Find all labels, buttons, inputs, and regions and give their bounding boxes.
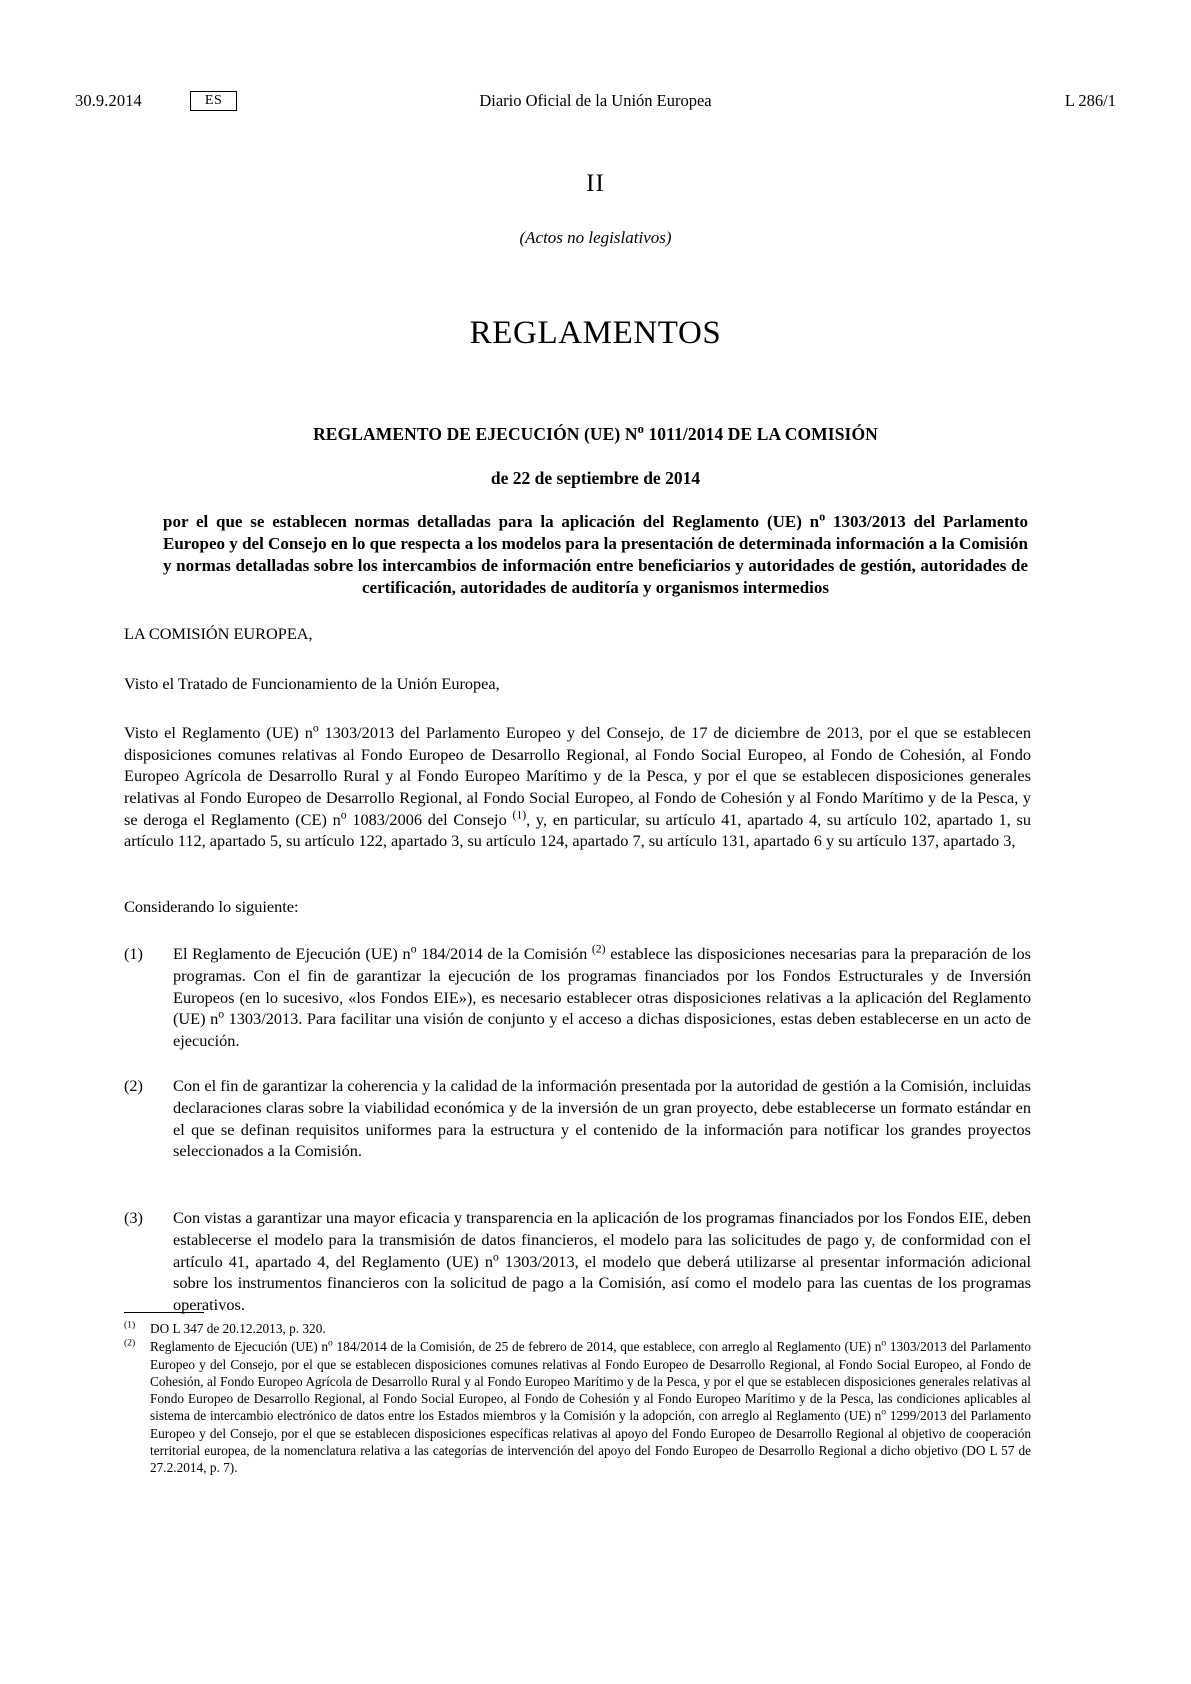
recital-number: (1) <box>124 944 143 963</box>
footnote-item <box>124 1320 1031 1337</box>
recital-number: (2) <box>124 1076 143 1095</box>
recital-text: Con el fin de garantizar la coherencia y la calidad de la información presentada por la autoridad de gestión a la Comisión, incluidas declaraciones claras sobre la viabilidad económica y de la inversión de un gran proyecto, debe establecerse un formato estándar en el que se definan requisitos uniformes para la estructura y el contenido de la información para notificar los grandes proyectos seleccionados a la Comisión. <box>173 1076 1031 1161</box>
considering-line: Considerando lo siguiente: <box>124 897 299 916</box>
recital-item <box>124 1207 1031 1316</box>
act-title-block <box>163 424 1028 599</box>
recital-text: El Reglamento de Ejecución (UE) $n^o$ 184/2014 de la Comisión $^{(2)}$ establece las disposiciones necesarias para la preparación de los programas. Con el fin de garantizar la ejecución de los programas financiados por los Fondos Estructurales y de Inversión Europeos (en lo sucesivo, «los Fondos EIE»), es necesario establecer otras disposiciones relativas a la aplicación del Reglamento (UE) $n^o$ 1303/2013. Para facilitar una visión de conjunto y el acceso a dichas disposiciones, estas deben establecerse en un acto de ejecución. <box>173 942 1031 1050</box>
footnote-item <box>124 1338 1031 1476</box>
section-heading: REGLAMENTOS <box>469 315 722 351</box>
part-numeral: II <box>586 170 605 197</box>
page-reference: L 286/1 <box>1064 91 1116 110</box>
act-title-description: por el que se establecen normas detalladas para la aplicación del Reglamento (UE) $n^o$ 1303/2013 del Parlamento Europeo y del Consejo en lo que respecta a los modelos para la presentación de determinada información a la Comisión y normas detalladas sobre los intercambios de información entre beneficiarios y autoridades de gestión, autoridades de certificación, autoridades de auditoría y organismos intermedios <box>163 509 1029 598</box>
footnotes-block <box>124 1320 1031 1478</box>
footnote-marker: (2) <box>124 1337 136 1349</box>
act-title-date: de 22 de septiembre de 2014 <box>490 468 701 488</box>
regulation-citation: Visto el Reglamento (UE) $n^o$ 1303/2013 del Parlamento Europeo y del Consejo, de 17 de diciembre de 2013, por el que se establecen disposiciones comunes relativas al Fondo Europeo de Desarrollo Regional, al Fondo Social Europeo, al Fondo de Cohesión, al Fondo Europeo Agrícola de Desarrollo Rural y al Fondo Europeo Marítimo y de la Pesca, y por el que se establecen disposiciones generales relativas al Fondo Europeo de Desarrollo Regional, al Fondo Social Europeo, al Fondo de Cohesión y al Fondo Marítimo y de la Pesca, y se deroga el Reglamento (CE) $n^o$ 1083/2006 del Consejo $^{(1)}$, y, en particular, su artículo 41, apartado 4, su artículo 102, apartado 1, su artículo 112, apartado 5, su artículo 122, apartado 3, su artículo 124, apartado 7, su artículo 131, apartado 6 y su artículo 137, apartado 3, <box>124 721 1032 851</box>
recital-number: (3) <box>124 1208 143 1227</box>
page-header <box>75 88 1116 114</box>
recital-item <box>124 1075 1031 1162</box>
part-subtitle: (Actos no legislativos) <box>519 228 672 247</box>
recital-item <box>124 943 1031 1052</box>
footnote-text: DO L 347 de 20.12.2013, p. 320. <box>150 1321 326 1336</box>
footnote-separator <box>124 1312 204 1313</box>
commission-line: LA COMISIÓN EUROPEA, <box>124 624 313 643</box>
header-date: 30.9.2014 <box>75 91 142 110</box>
act-title-main: REGLAMENTO DE EJECUCIÓN (UE) $N^o$ 1011/2014 DE LA COMISIÓN <box>313 422 878 444</box>
journal-title: Diario Oficial de la Unión Europea <box>479 91 712 110</box>
language-code-box: ES <box>190 91 237 111</box>
footnote-text: Reglamento de Ejecución (UE) $n^o$ 184/2014 de la Comisión, de 25 de febrero de 2014, que establece, con arreglo al Reglamento (UE) $n^o$ 1303/2013 del Parlamento Europeo y del Consejo, por el que se establecen disposiciones comunes relativas al Fondo Europeo de Desarrollo Regional, al Fondo Social Europeo, al Fondo de Cohesión, al Fondo Europeo Agrícola de Desarrollo Rural y al Fondo Europeo Marítimo y de la Pesca, y por el que se establecen disposiciones generales relativas al Fondo Europeo de Desarrollo Regional, al Fondo Social Europeo, al Fondo de Cohesión y al Fondo Europeo Marítimo y de la Pesca, las condiciones aplicables al sistema de intercambio electrónico de datos entre los Estados miembros y la Comisión y la adopción, con arreglo al Reglamento (UE) $n^o$ 1299/2013 del Parlamento Europeo y del Consejo, por el que se establecen disposiciones específicas relativas al apoyo del Fondo Europeo de Desarrollo Regional al objetivo de cooperación territorial europea, de la nomenclatura relativa a las categorías de intervención del apoyo del Fondo Europeo de Desarrollo Regional a dicho objetivo (DO L 57 de 27.2.2014, p. 7). <box>150 1337 1032 1476</box>
recital-text: Con vistas a garantizar una mayor eficacia y transparencia en la aplicación de los programas financiados por los Fondos EIE, deben establecerse el modelo para la transmisión de datos financieros, el modelo para las solicitudes de pago y, de conformidad con el artículo 41, apartado 4, del Reglamento (UE) $n^o$ 1303/2013, el modelo que deberá utilizarse al presentar información adicional sobre los instrumentos financieros con la solicitud de pago a la Comisión, así como el modelo para las cuentas de los programas operativos. <box>173 1208 1031 1314</box>
treaty-citation: Visto el Tratado de Funcionamiento de la Unión Europea, <box>124 674 500 693</box>
footnote-marker: (1) <box>124 1319 136 1331</box>
